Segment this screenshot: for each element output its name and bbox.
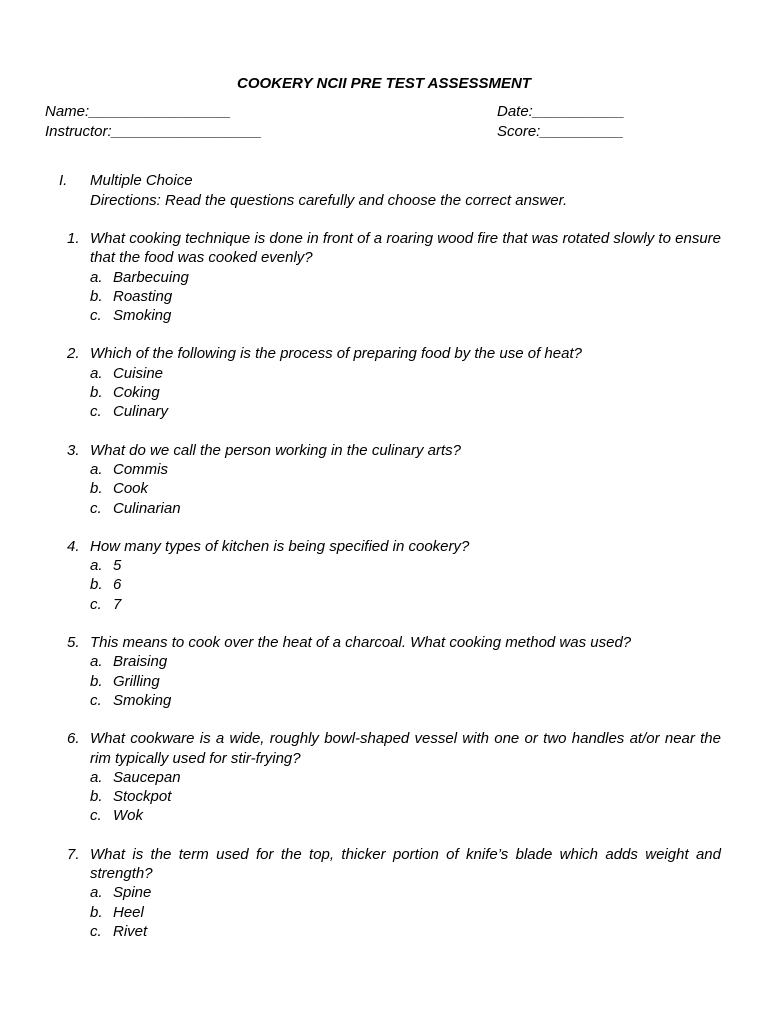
option-text: Grilling — [113, 672, 160, 690]
option-letter: a. — [90, 884, 103, 902]
option-letter: c. — [90, 807, 102, 825]
option-letter: c. — [90, 691, 102, 709]
answer-options — [0, 364, 768, 422]
option-letter: a. — [90, 768, 103, 786]
question-number: 5. — [67, 634, 80, 652]
answer-option — [0, 768, 768, 787]
question-item — [0, 441, 768, 518]
section-heading: Multiple Choice — [90, 172, 193, 189]
answer-option — [0, 922, 768, 941]
option-text: Culinary — [113, 403, 169, 421]
answer-option — [0, 903, 768, 922]
question-text: Which of the following is the process of preparing food by the use of heat? — [90, 345, 582, 363]
question-item — [0, 845, 768, 941]
option-letter: b. — [90, 384, 103, 402]
date-field: Date:___________ — [497, 103, 625, 120]
option-letter: a. — [90, 268, 103, 286]
option-text: 6 — [113, 576, 122, 594]
question-number: 6. — [67, 730, 80, 748]
option-text: Commis — [113, 460, 168, 478]
name-field: Name:_________________ — [45, 103, 231, 120]
option-letter: b. — [90, 576, 103, 594]
question-item — [0, 633, 768, 710]
option-text: Cuisine — [113, 364, 164, 382]
question-text: What do we call the person working in the culinary arts? — [90, 441, 462, 459]
option-letter: c. — [90, 499, 102, 517]
option-text: Wok — [113, 807, 143, 825]
answer-option — [0, 306, 768, 325]
option-letter: c. — [90, 922, 102, 940]
option-letter: b. — [90, 480, 103, 498]
option-letter: b. — [90, 903, 103, 921]
answer-option — [0, 652, 768, 671]
answer-option — [0, 556, 768, 575]
option-letter: c. — [90, 403, 102, 421]
answer-options — [0, 460, 768, 518]
section-number: I. — [59, 172, 68, 189]
option-letter: a. — [90, 557, 103, 575]
answer-option — [0, 672, 768, 691]
option-letter: b. — [90, 788, 103, 806]
option-text: Barbecuing — [113, 268, 189, 286]
option-text: Saucepan — [113, 768, 181, 786]
answer-option — [0, 268, 768, 287]
question-list — [0, 229, 768, 960]
answer-options — [0, 768, 768, 826]
answer-option — [0, 287, 768, 306]
answer-option — [0, 595, 768, 614]
question-number: 7. — [67, 845, 80, 863]
option-text: Stockpot — [113, 788, 172, 806]
option-text: Rivet — [113, 922, 148, 940]
option-letter: c. — [90, 595, 102, 613]
answer-options — [0, 556, 768, 614]
option-text: Cook — [113, 480, 149, 498]
option-text: Culinarian — [113, 499, 181, 517]
question-number: 2. — [67, 345, 80, 363]
answer-option — [0, 883, 768, 902]
answer-option — [0, 787, 768, 806]
option-text: Smoking — [113, 307, 172, 325]
option-text: Coking — [113, 384, 160, 402]
option-letter: a. — [90, 460, 103, 478]
answer-option — [0, 383, 768, 402]
option-text: Smoking — [113, 691, 172, 709]
answer-option — [0, 499, 768, 518]
score-field: Score:__________ — [497, 123, 624, 140]
instructor-field: Instructor:__________________ — [45, 123, 262, 140]
question-item — [0, 229, 768, 325]
question-number: 3. — [67, 441, 80, 459]
answer-options — [0, 652, 768, 710]
question-text: What is the term used for the top, thicker portion of knife’s blade which adds weight and strength? — [90, 845, 721, 883]
document-title: COOKERY NCII PRE TEST ASSESSMENT — [237, 75, 531, 92]
option-letter: b. — [90, 672, 103, 690]
answer-options — [0, 268, 768, 326]
answer-option — [0, 575, 768, 594]
answer-option — [0, 479, 768, 498]
option-letter: a. — [90, 364, 103, 382]
question-text: This means to cook over the heat of a charcoal. What cooking method was used? — [90, 634, 632, 652]
option-text: Roasting — [113, 287, 173, 305]
question-text: How many types of kitchen is being specified in cookery? — [90, 537, 470, 555]
option-text: 5 — [113, 557, 122, 575]
option-text: 7 — [113, 595, 122, 613]
question-number: 1. — [67, 230, 80, 247]
option-letter: c. — [90, 307, 102, 325]
answer-option — [0, 402, 768, 421]
answer-option — [0, 364, 768, 383]
question-item — [0, 729, 768, 825]
option-text: Braising — [113, 653, 168, 671]
option-letter: a. — [90, 653, 103, 671]
option-letter: b. — [90, 287, 103, 305]
question-item — [0, 344, 768, 421]
answer-option — [0, 806, 768, 825]
answer-options — [0, 883, 768, 941]
answer-option — [0, 460, 768, 479]
option-text: Heel — [113, 903, 144, 921]
section-header — [90, 171, 730, 211]
option-text: Spine — [113, 884, 152, 902]
section-directions: Directions: Read the questions carefully and choose the correct answer. — [90, 192, 568, 209]
question-text: What cooking technique is done in front of a roaring wood fire that was rotated slowly to ensure that the food was cooked evenly? — [90, 230, 721, 267]
question-item — [0, 537, 768, 614]
question-text: What cookware is a wide, roughly bowl-shaped vessel with one or two handles at/or near the rim typically used for stir-frying? — [90, 730, 721, 767]
answer-option — [0, 691, 768, 710]
question-number: 4. — [67, 537, 80, 555]
